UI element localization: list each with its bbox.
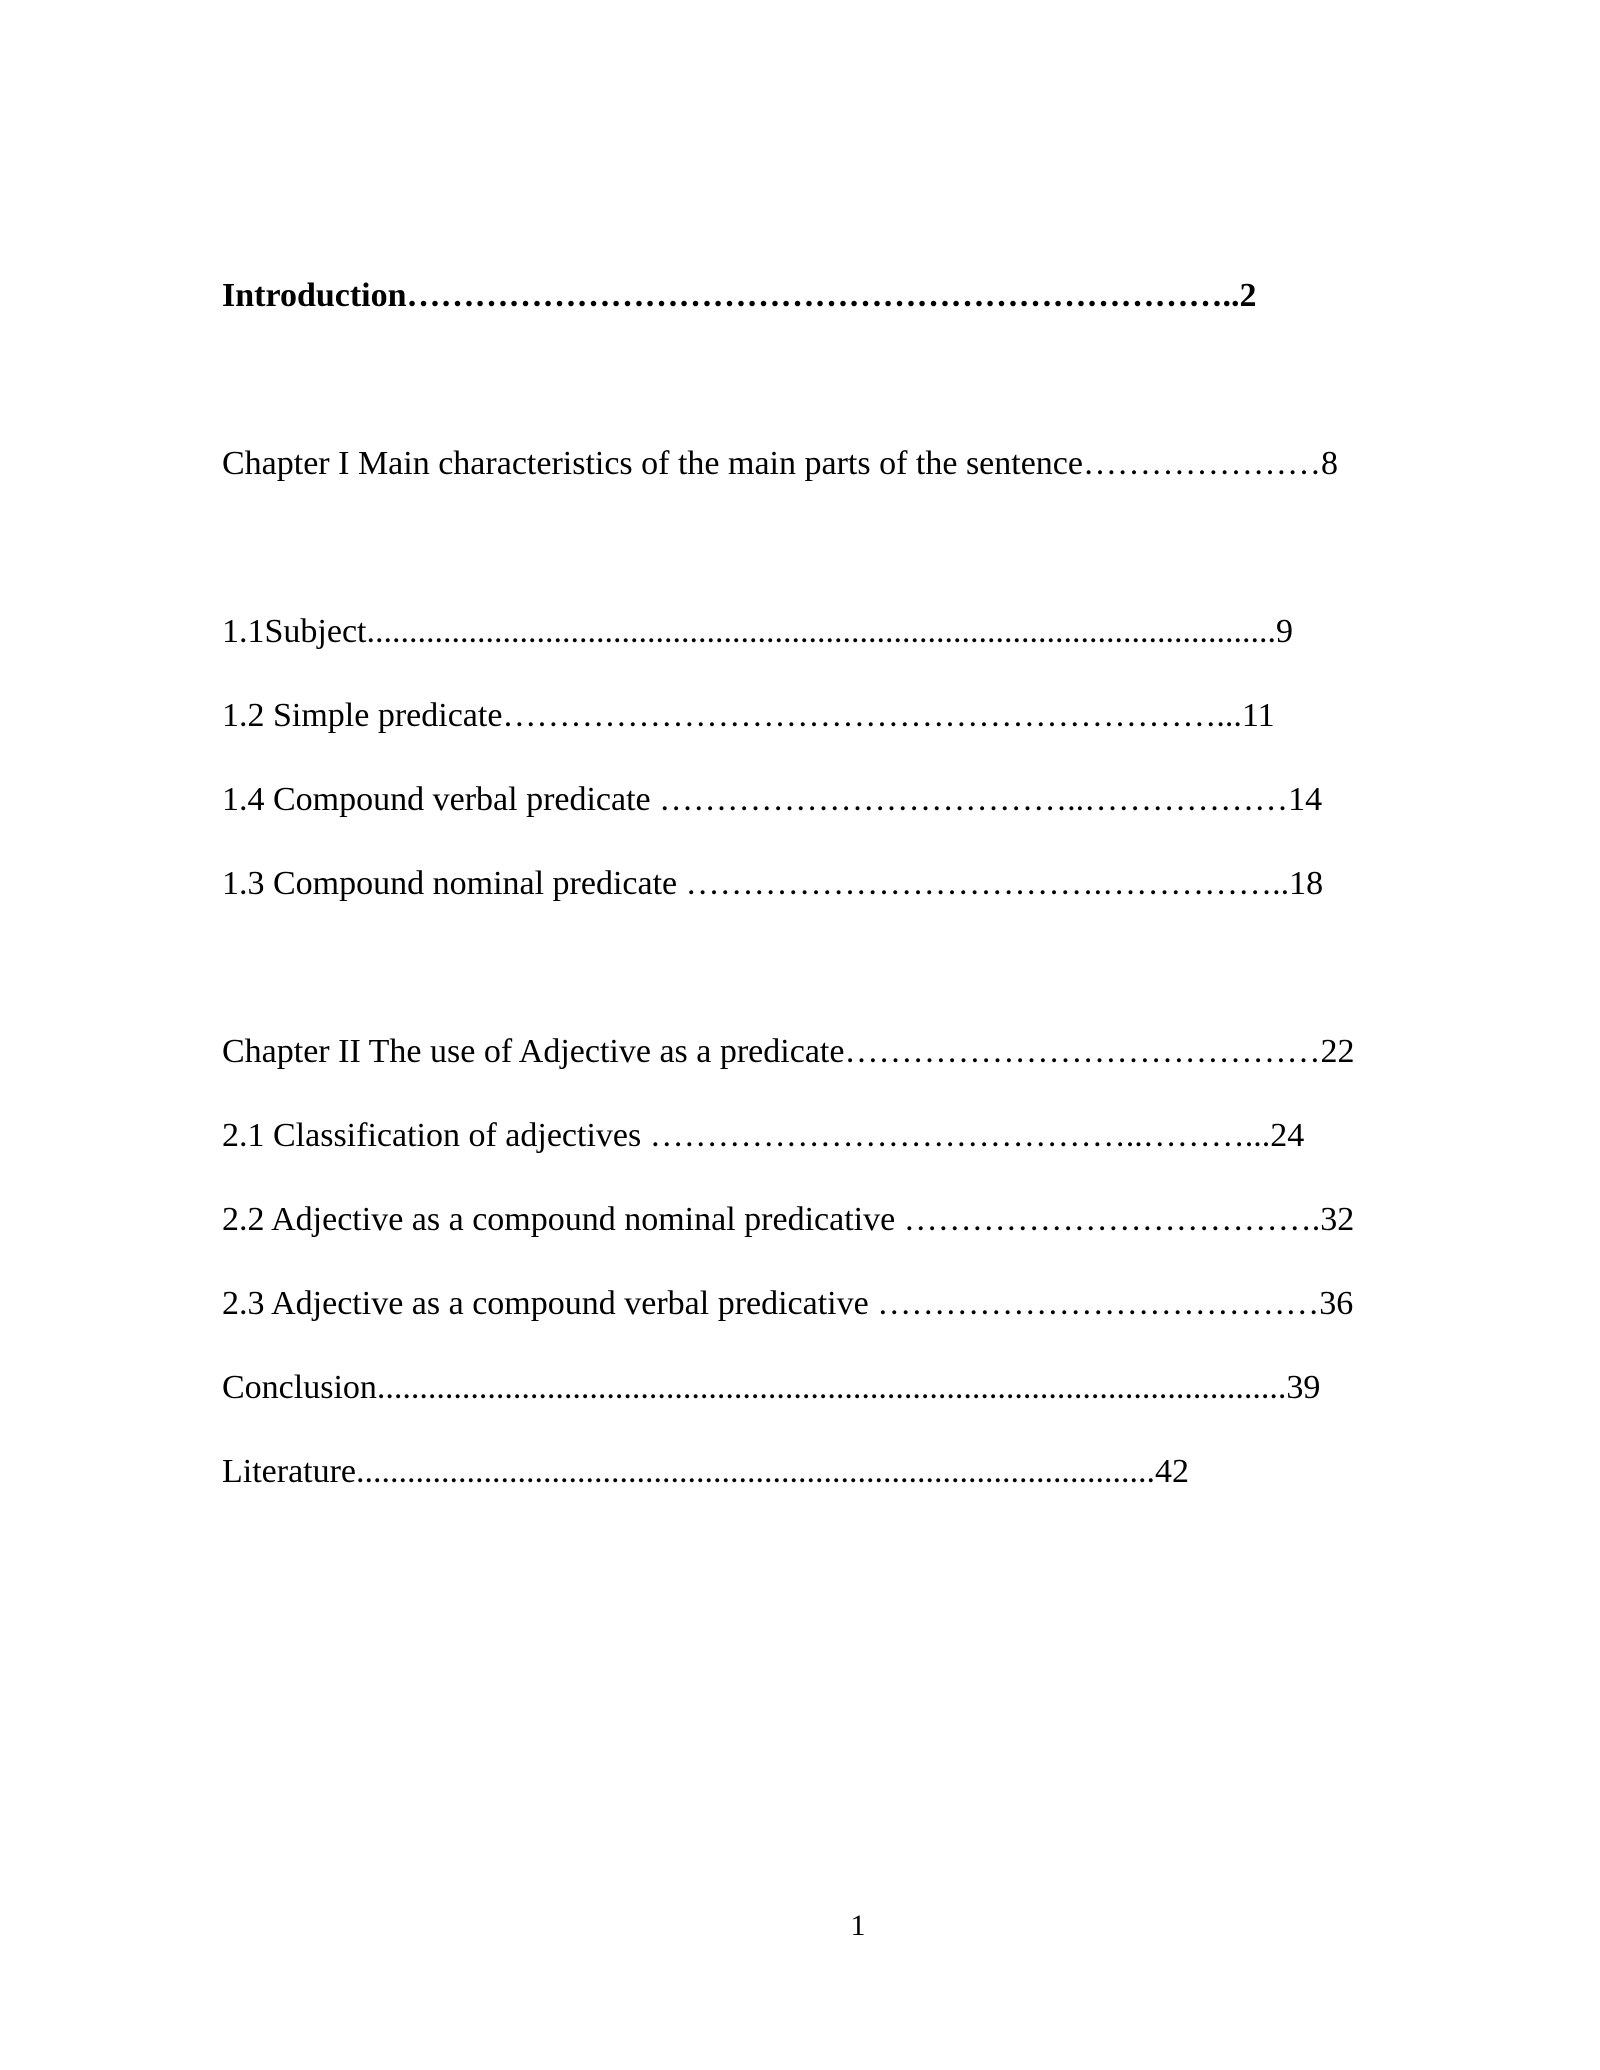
toc-item-1-2: 1.2 Simple predicate………………………………………………………...11 — [222, 697, 1275, 734]
toc-chapter-1: Chapter I Main characteristics of the main parts of the sentence…………………8 — [222, 445, 1338, 482]
page-number: 1 — [850, 1909, 866, 1942]
toc-item-2-1: 2.1 Classification of adjectives ……………………………………..………...24 — [222, 1117, 1305, 1154]
toc-literature: Literature..............................................................................................42 — [222, 1453, 1190, 1490]
toc-item-1-3: 1.3 Compound nominal predicate ……………………………….……………..18 — [222, 865, 1324, 902]
toc-conclusion: Conclusion...........................................................................................................39 — [222, 1369, 1321, 1406]
toc-item-1-4: 1.4 Compound verbal predicate ………………………………..………………14 — [222, 781, 1323, 818]
toc-item-2-3: 2.3 Adjective as a compound verbal predicative …………………………………36 — [222, 1285, 1354, 1322]
toc-chapter-2: Chapter II The use of Adjective as a predicate……………………………………22 — [222, 1033, 1355, 1070]
toc-introduction: Introduction………………………………………………………………..2 — [222, 277, 1257, 314]
toc-item-1-1: 1.1Subject...........................................................................................................9 — [222, 613, 1293, 650]
toc-item-2-2: 2.2 Adjective as a compound nominal predicative ……………………………….32 — [222, 1201, 1355, 1238]
